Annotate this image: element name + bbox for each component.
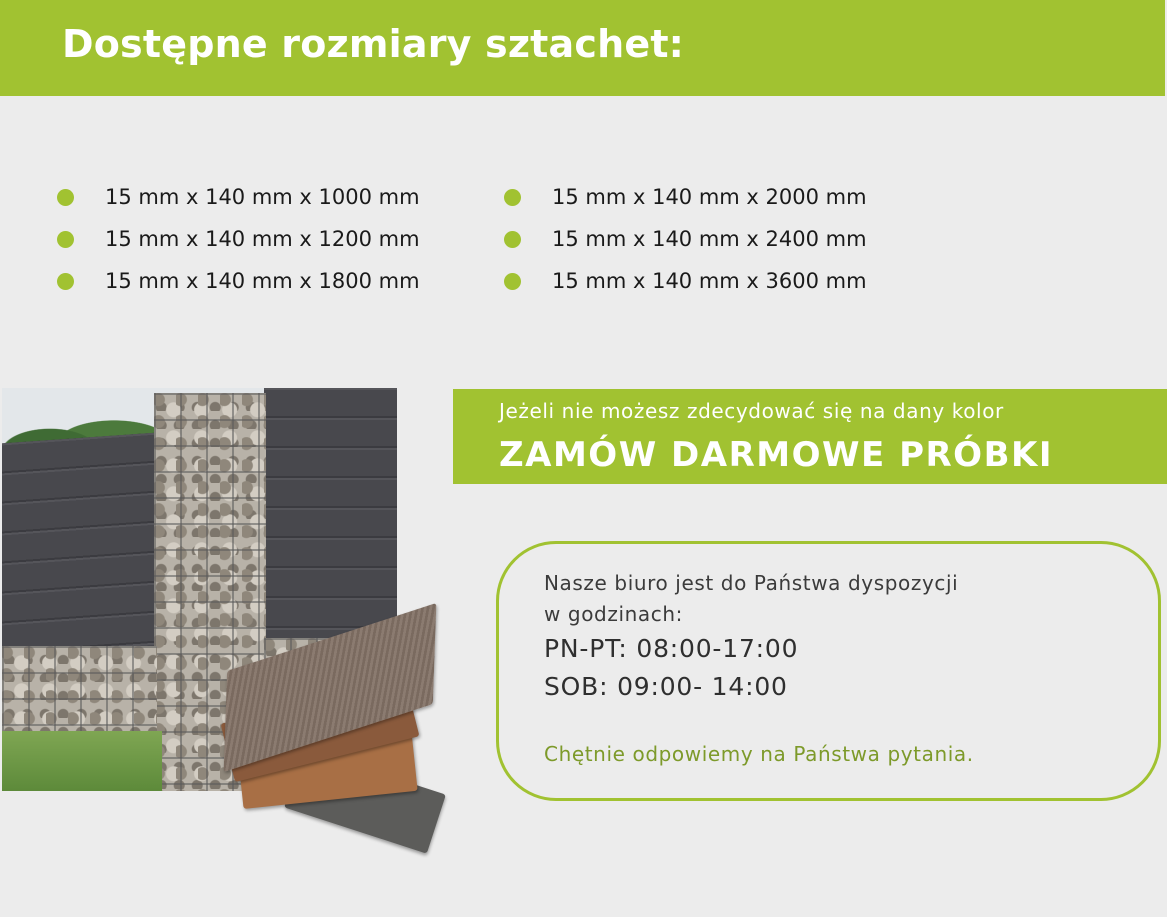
bullet-icon: [57, 189, 74, 206]
bullet-icon: [57, 273, 74, 290]
bullet-icon: [57, 231, 74, 248]
size-label: 15 mm x 140 mm x 2000 mm: [552, 185, 867, 209]
hours-intro-line2: w godzinach:: [544, 602, 683, 626]
hours-intro: [544, 568, 958, 630]
banner-subtitle: Jeżeli nie możesz zdecydować się na dany kolor: [499, 399, 1004, 423]
size-label: 15 mm x 140 mm x 1200 mm: [105, 227, 420, 251]
size-label: 15 mm x 140 mm x 1000 mm: [105, 185, 420, 209]
sample-boards-image: [205, 615, 455, 855]
banner-title: ZAMÓW DARMOWE PRÓBKI: [499, 435, 1053, 475]
list-item: [504, 176, 867, 218]
list-item: [57, 176, 420, 218]
photo-grass: [2, 731, 162, 791]
fence-panel-right: [264, 388, 397, 643]
header-band: [0, 0, 1165, 96]
list-item: [57, 260, 420, 302]
hours-saturday: SOB: 09:00- 14:00: [544, 672, 788, 701]
size-label: 15 mm x 140 mm x 1800 mm: [105, 269, 420, 293]
list-item: [504, 260, 867, 302]
hours-weekdays: PN-PT: 08:00-17:00: [544, 634, 799, 663]
bullet-icon: [504, 273, 521, 290]
bullet-icon: [504, 231, 521, 248]
hours-intro-line1: Nasze biuro jest do Państwa dyspozycji: [544, 571, 959, 595]
sizes-list-left: [57, 176, 420, 302]
bullet-icon: [504, 189, 521, 206]
list-item: [504, 218, 867, 260]
hours-footer: Chętnie odpowiemy na Państwa pytania.: [544, 742, 974, 766]
fence-panel-left: [2, 433, 157, 659]
size-label: 15 mm x 140 mm x 2400 mm: [552, 227, 867, 251]
office-hours-box: [496, 541, 1161, 801]
free-samples-banner: [453, 389, 1167, 484]
sizes-list-right: [504, 176, 867, 302]
size-label: 15 mm x 140 mm x 3600 mm: [552, 269, 867, 293]
list-item: [57, 218, 420, 260]
page-title: Dostępne rozmiary sztachet:: [62, 22, 685, 66]
